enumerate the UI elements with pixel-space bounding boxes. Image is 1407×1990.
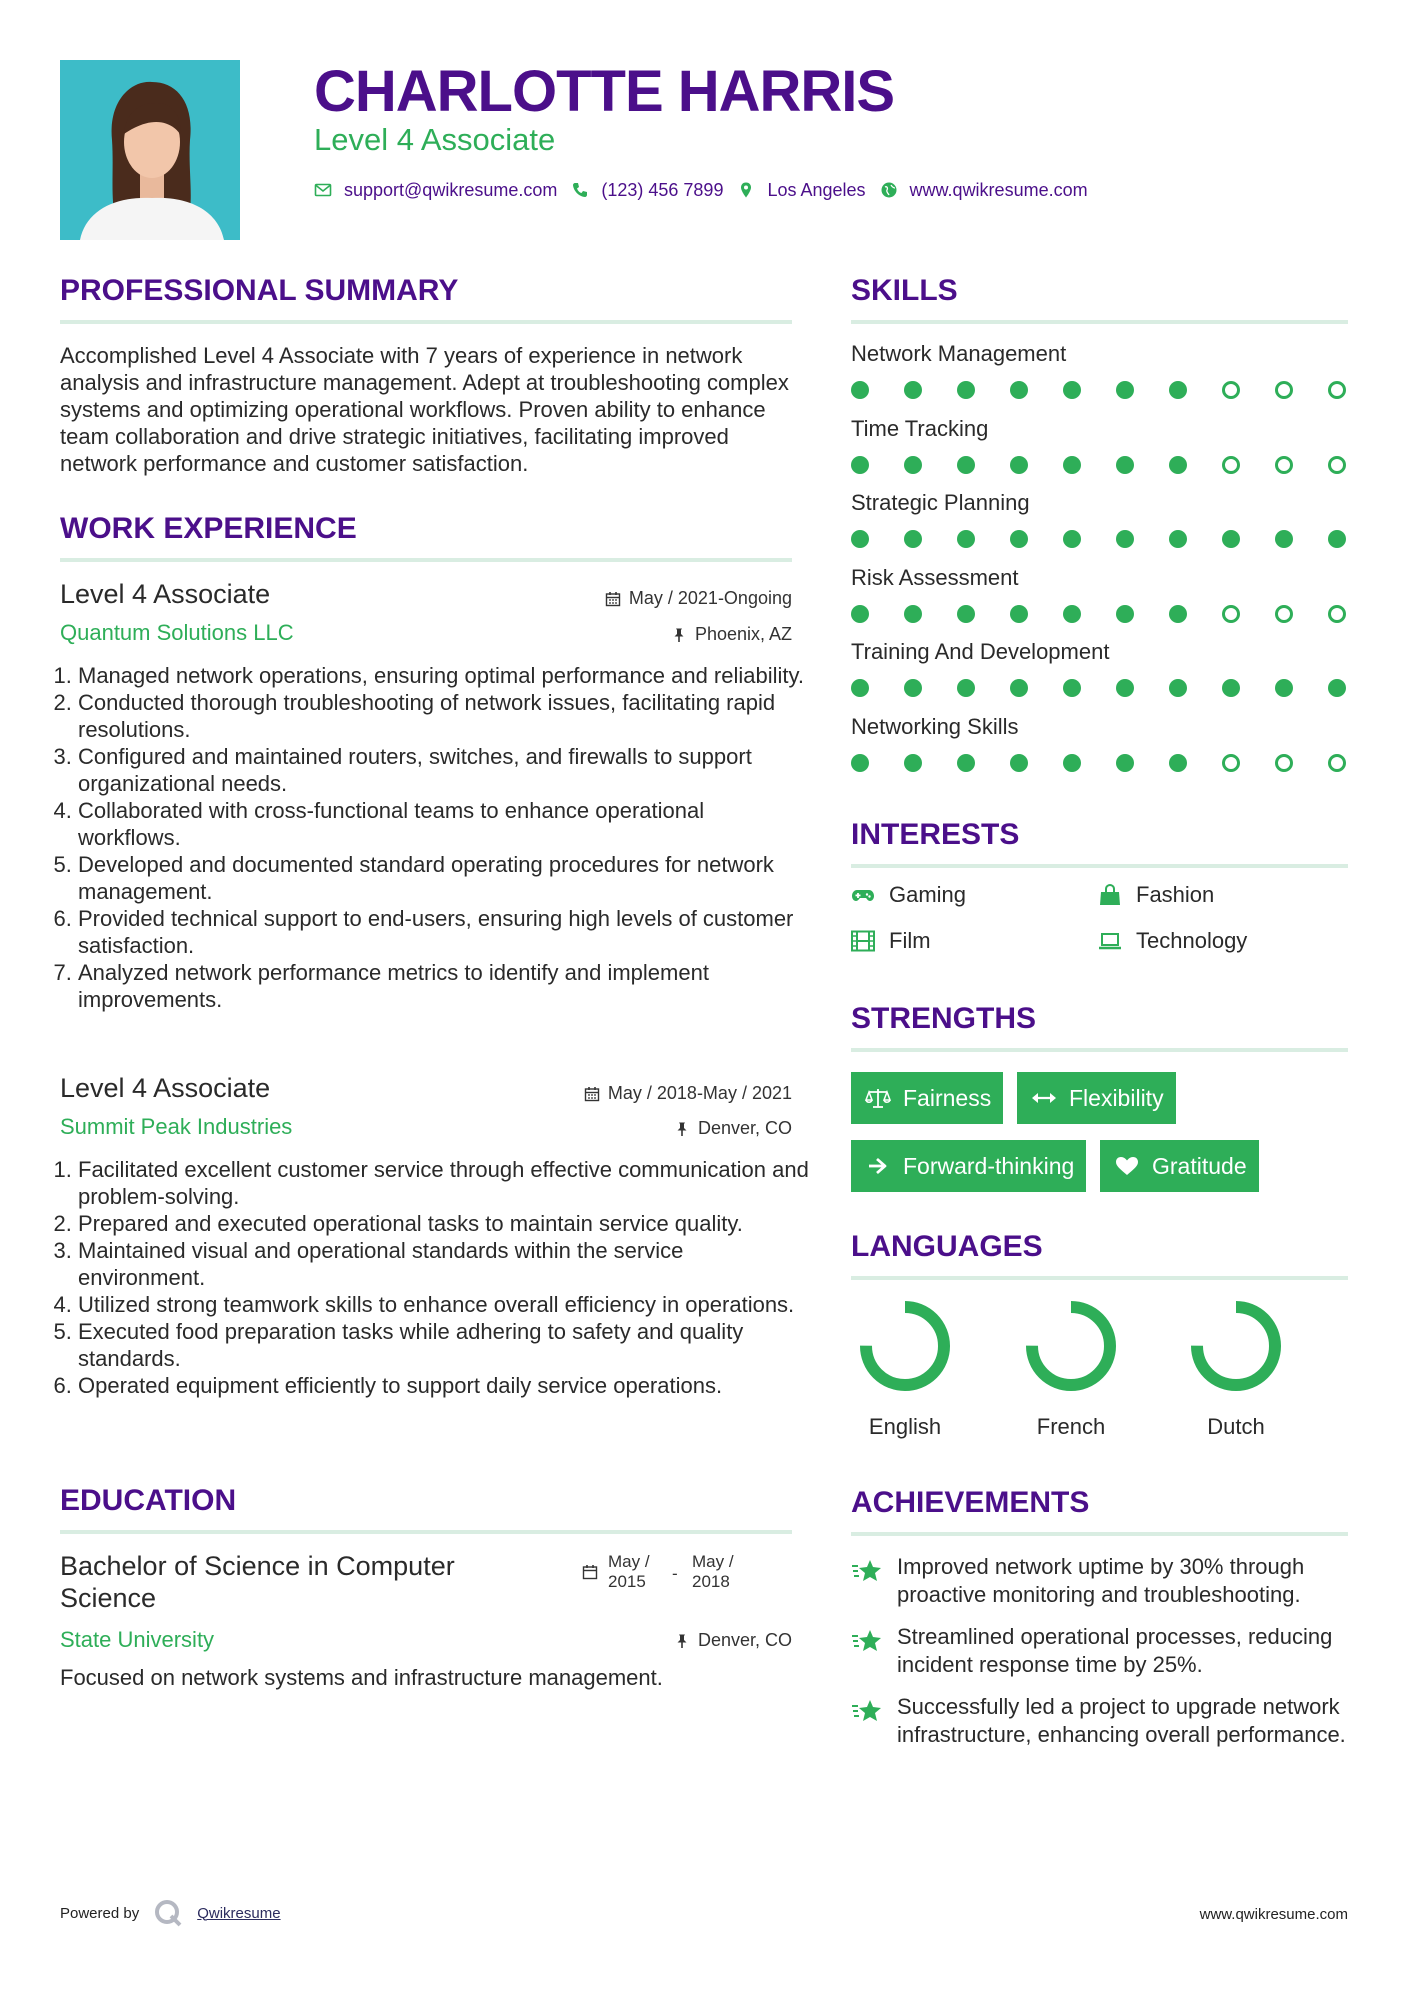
job-1-date	[605, 588, 792, 609]
job-bullet: 3. Maintained visual and operational standards within the service environment.	[78, 1237, 810, 1291]
rating-dot-filled	[904, 605, 922, 623]
summary-text: Accomplished Level 4 Associate with 7 years of experience in network analysis and infrastructure management. Adept at troubleshooting complex systems and optimizing operational workflows. Proven ability to enhance team collaboration and drive strategic initiatives, facilitating improved network performance and customer satisfaction.	[60, 343, 789, 476]
language-ring-arc	[1197, 1307, 1275, 1385]
rating-dot-filled	[851, 381, 869, 399]
school-name: State University	[60, 1627, 215, 1652]
job-bullet: 2. Conducted thorough troubleshooting of network issues, facilitating rapid resolutions.	[78, 689, 810, 743]
balance-scale-icon	[865, 1087, 891, 1109]
rating-dot-filled	[904, 456, 922, 474]
arrows-horizontal-icon	[1031, 1087, 1057, 1109]
education-end: May / 2018	[692, 1552, 734, 1591]
footer-powered-by	[60, 1898, 281, 1928]
skill-name: Risk Assessment	[851, 564, 1019, 590]
film-icon	[851, 930, 875, 952]
star-award-icon	[851, 1627, 883, 1655]
job-bullet: 4. Utilized strong teamwork skills to enhance overall efficiency in operations.	[78, 1291, 810, 1318]
skill-rating	[851, 754, 1348, 772]
skill-rating	[851, 456, 1348, 474]
job-1-location-text: Phoenix, AZ	[694, 624, 792, 644]
language-ring	[1188, 1298, 1284, 1394]
education-description: Focused on network systems and infrastructure management.	[60, 1665, 663, 1690]
rating-dot-filled	[1063, 456, 1081, 474]
rating-dot-empty	[1328, 381, 1346, 399]
job-2-title: Level 4 Associate	[60, 1073, 271, 1103]
skill-rating	[851, 381, 1348, 399]
rating-dot-filled	[1275, 530, 1293, 548]
strength-label: Forward-thinking	[903, 1152, 1075, 1179]
rating-dot-filled	[1116, 679, 1134, 697]
job-bullet: 2. Prepared and executed operational tasks to maintain service quality.	[78, 1210, 810, 1237]
rating-dot-filled	[957, 381, 975, 399]
rating-dot-filled	[851, 605, 869, 623]
rating-dot-filled	[1010, 754, 1028, 772]
date-separator: -	[672, 1564, 678, 1583]
rating-dot-filled	[904, 754, 922, 772]
skill-name: Network Management	[851, 341, 1067, 366]
phone-text: (123) 456 7899	[601, 179, 724, 200]
rating-dot-filled	[1116, 456, 1134, 474]
job-1-location	[671, 624, 792, 645]
skill-rating	[851, 679, 1348, 697]
achievement-item	[851, 1693, 1348, 1749]
rating-dot-filled	[1010, 605, 1028, 623]
left-column	[60, 0, 809, 1990]
job-1-title: Level 4 Associate	[60, 579, 271, 609]
candidate-name: CHARLOTTE HARRIS	[314, 59, 895, 124]
job-2-date	[584, 1083, 792, 1104]
strength-label: Flexibility	[1069, 1084, 1164, 1111]
qwikresume-logo-icon	[153, 1898, 183, 1928]
calendar-icon	[584, 1086, 600, 1102]
footer-website[interactable]: www.qwikresume.com	[1199, 1906, 1348, 1923]
achievement-text: Successfully led a project to upgrade network infrastructure, enhancing overall performance.	[897, 1694, 1346, 1747]
education-dates	[582, 1552, 746, 1592]
calendar-icon	[605, 591, 621, 607]
rating-dot-filled	[1328, 679, 1346, 697]
star-award-icon	[851, 1697, 883, 1725]
rating-dot-empty	[1275, 381, 1293, 399]
rating-dot-filled	[957, 530, 975, 548]
pushpin-icon	[671, 627, 687, 643]
rating-dot-filled	[851, 456, 869, 474]
job-bullet: 6. Operated equipment efficiently to support daily service operations.	[78, 1372, 810, 1399]
job-bullet: 6. Provided technical support to end-users, ensuring high levels of customer satisfaction.	[78, 905, 810, 959]
education-location-text: Denver, CO	[697, 1630, 792, 1650]
heart-icon	[1114, 1155, 1140, 1177]
language-label: French	[1036, 1414, 1106, 1439]
rating-dot-filled	[1116, 754, 1134, 772]
strengths-heading: STRENGTHS	[851, 1002, 1348, 1052]
rating-dot-filled	[1222, 530, 1240, 548]
degree-title: Bachelor of Science in Computer Science	[60, 1551, 455, 1613]
shopping-bag-icon	[1098, 884, 1122, 906]
laptop-icon	[1098, 930, 1122, 952]
job-2-date-text: May / 2018-May / 2021	[607, 1083, 792, 1103]
skills-heading: SKILLS	[851, 274, 1348, 324]
location-text: Los Angeles	[767, 179, 866, 200]
languages-heading: LANGUAGES	[851, 1230, 1348, 1280]
rating-dot-empty	[1275, 456, 1293, 474]
rating-dot-filled	[1169, 530, 1187, 548]
rating-dot-filled	[957, 679, 975, 697]
skill-name: Networking Skills	[851, 713, 1019, 739]
website-text: www.qwikresume.com	[909, 179, 1088, 200]
rating-dot-filled	[1116, 530, 1134, 548]
rating-dot-filled	[1116, 381, 1134, 399]
rating-dot-empty	[1222, 381, 1240, 399]
skill-name: Training And Development	[851, 639, 1110, 664]
job-2-bullets	[60, 1156, 810, 1399]
strength-label: Gratitude	[1152, 1152, 1247, 1179]
education-location	[674, 1630, 792, 1651]
rating-dot-filled	[1116, 605, 1134, 623]
interest-label: Technology	[1136, 928, 1248, 953]
strength-gratitude	[1100, 1140, 1259, 1192]
job-bullet: 1. Managed network operations, ensuring optimal performance and reliability.	[78, 662, 810, 689]
language-ring	[857, 1298, 953, 1394]
job-2-location-text: Denver, CO	[697, 1118, 792, 1138]
qwikresume-link[interactable]: Qwikresume	[197, 1904, 281, 1922]
rating-dot-empty	[1328, 605, 1346, 623]
rating-dot-filled	[1010, 530, 1028, 548]
skill-rating	[851, 605, 1348, 623]
interest-label: Gaming	[889, 882, 967, 907]
rating-dot-filled	[1063, 679, 1081, 697]
candidate-role: Level 4 Associate	[314, 122, 556, 157]
achievement-text: Improved network uptime by 30% through proactive monitoring and troubleshooting.	[897, 1554, 1305, 1607]
interest-label: Fashion	[1136, 882, 1215, 907]
rating-dot-filled	[1010, 679, 1028, 697]
job-bullet: 7. Analyzed network performance metrics to identify and implement improvements.	[78, 959, 810, 1013]
interest-fashion	[1098, 882, 1214, 908]
skill-name: Time Tracking	[851, 415, 989, 441]
experience-heading: WORK EXPERIENCE	[60, 512, 792, 562]
rating-dot-filled	[1169, 605, 1187, 623]
rating-dot-filled	[851, 754, 869, 772]
rating-dot-filled	[1169, 679, 1187, 697]
right-column	[851, 0, 1348, 1990]
language-ring	[1023, 1298, 1119, 1394]
achievement-text: Streamlined operational processes, reducing incident response time by 25%.	[897, 1624, 1333, 1677]
rating-dot-empty	[1222, 754, 1240, 772]
rating-dot-filled	[904, 530, 922, 548]
rating-dot-filled	[957, 754, 975, 772]
job-2-location	[674, 1118, 792, 1139]
job-bullet: 5. Executed food preparation tasks while adhering to safety and quality standards.	[78, 1318, 810, 1372]
interest-gaming	[851, 882, 966, 908]
rating-dot-empty	[1222, 605, 1240, 623]
rating-dot-filled	[904, 381, 922, 399]
rating-dot-filled	[1222, 679, 1240, 697]
rating-dot-empty	[1222, 456, 1240, 474]
achievement-item	[851, 1553, 1348, 1609]
job-2-company: Summit Peak Industries	[60, 1114, 293, 1139]
rating-dot-filled	[1169, 456, 1187, 474]
rating-dot-filled	[1063, 381, 1081, 399]
rating-dot-filled	[1010, 381, 1028, 399]
pushpin-icon	[674, 1121, 690, 1137]
interest-film	[851, 928, 931, 954]
skill-name: Strategic Planning	[851, 490, 1030, 515]
arrow-right-icon	[865, 1155, 891, 1177]
rating-dot-filled	[904, 679, 922, 697]
rating-dot-filled	[1328, 530, 1346, 548]
strength-fairness	[851, 1072, 1003, 1124]
rating-dot-empty	[1275, 605, 1293, 623]
rating-dot-filled	[1275, 679, 1293, 697]
rating-dot-filled	[957, 456, 975, 474]
interest-technology	[1098, 928, 1247, 954]
strength-label: Fairness	[903, 1084, 992, 1111]
rating-dot-filled	[1063, 754, 1081, 772]
job-bullet: 1. Facilitated excellent customer service through effective communication and problem-solving.	[78, 1156, 810, 1210]
rating-dot-filled	[1010, 456, 1028, 474]
job-bullet: 5. Developed and documented standard operating procedures for network management.	[78, 851, 810, 905]
strength-forward-thinking	[851, 1140, 1086, 1192]
summary-heading: PROFESSIONAL SUMMARY	[60, 274, 792, 324]
calendar-icon	[582, 1564, 598, 1580]
gamepad-icon	[851, 884, 875, 906]
rating-dot-filled	[1063, 530, 1081, 548]
rating-dot-empty	[1328, 456, 1346, 474]
email-text: support@qwikresume.com	[344, 179, 558, 200]
job-bullet: 3. Configured and maintained routers, switches, and firewalls to support organizational needs.	[78, 743, 810, 797]
job-1-company: Quantum Solutions LLC	[60, 620, 294, 645]
achievements-heading: ACHIEVEMENTS	[851, 1486, 1348, 1536]
job-1-bullets	[60, 662, 810, 1013]
star-award-icon	[851, 1557, 883, 1585]
rating-dot-filled	[1169, 754, 1187, 772]
rating-dot-filled	[851, 530, 869, 548]
powered-by-text: Powered by	[60, 1904, 140, 1922]
rating-dot-filled	[1169, 381, 1187, 399]
job-1-date-text: May / 2021-Ongoing	[628, 588, 792, 608]
language-label: English	[868, 1414, 942, 1439]
skill-rating	[851, 530, 1348, 548]
rating-dot-filled	[957, 605, 975, 623]
education-start: May / 2015	[608, 1552, 650, 1591]
rating-dot-filled	[1063, 605, 1081, 623]
strength-flexibility	[1017, 1072, 1176, 1124]
rating-dot-empty	[1275, 754, 1293, 772]
interests-heading: INTERESTS	[851, 818, 1348, 868]
language-ring-arc	[866, 1307, 944, 1385]
job-bullet: 4. Collaborated with cross-functional teams to enhance operational workflows.	[78, 797, 810, 851]
language-label: Dutch	[1207, 1414, 1265, 1439]
rating-dot-empty	[1328, 754, 1346, 772]
language-ring-arc	[1032, 1307, 1110, 1385]
pushpin-icon	[674, 1633, 690, 1649]
rating-dot-filled	[851, 679, 869, 697]
achievement-item	[851, 1623, 1348, 1679]
education-heading: EDUCATION	[60, 1484, 792, 1534]
interest-label: Film	[889, 928, 931, 953]
